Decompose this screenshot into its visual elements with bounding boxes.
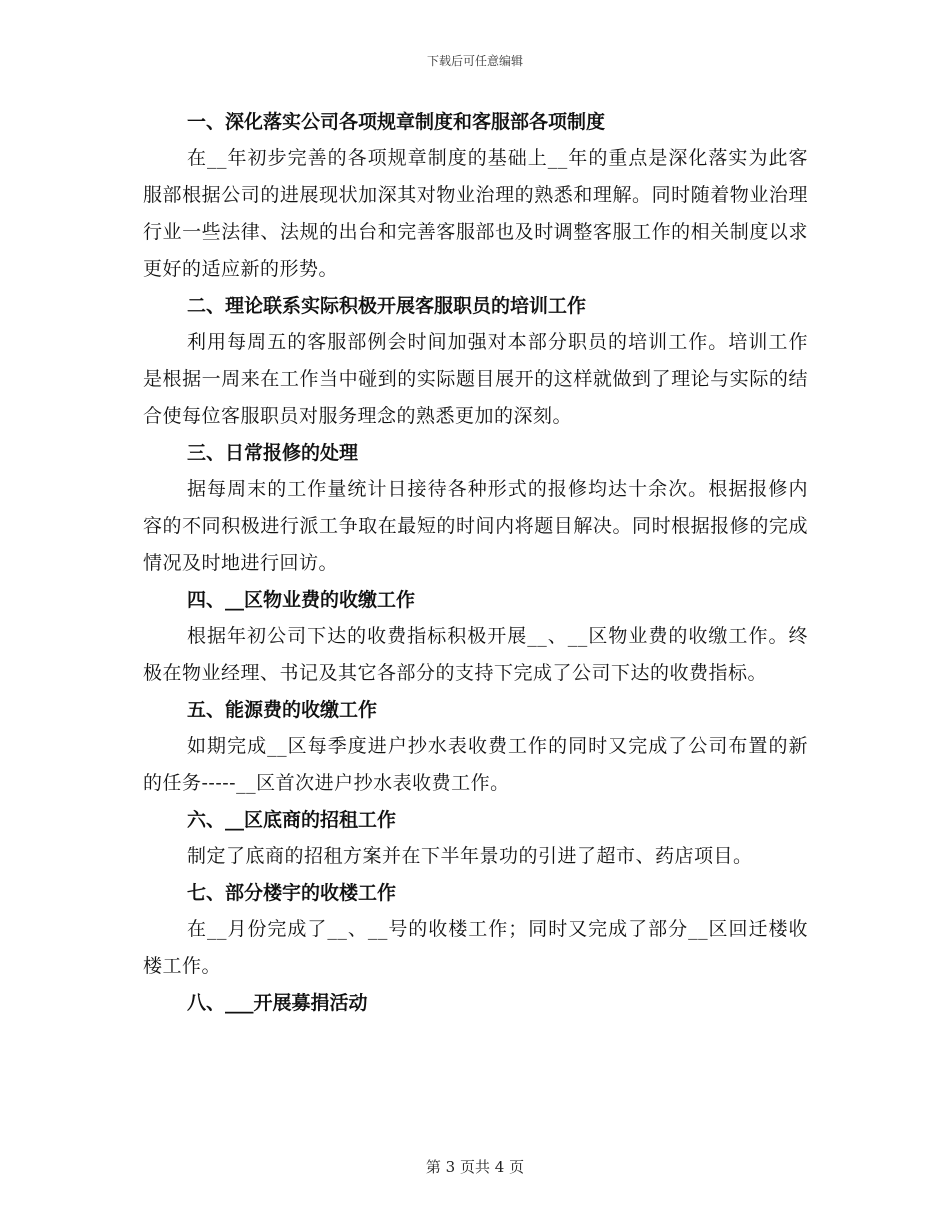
section-heading: 三、日常报修的处理 [187, 442, 359, 464]
section-7 [143, 875, 808, 985]
section-3 [143, 435, 808, 582]
section-1 [143, 104, 808, 288]
section-heading: 四、__区物业费的收缴工作 [187, 589, 416, 611]
section-heading: 一、深化落实公司各项规章制度和客服部各项制度 [187, 111, 606, 133]
page-header: 下载后可任意编辑 [426, 54, 523, 68]
section-paragraph: 制定了底商的招租方案并在下半年景功的引进了超市、药店项目。 [187, 845, 753, 867]
section-heading: 七、部分楼宇的收楼工作 [187, 882, 397, 904]
section-paragraph: 如期完成__区每季度进户抄水表收费工作的同时又完成了公司布置的新的任务-----__区首次进户抄水表收费工作。 [143, 735, 808, 794]
section-heading: 八、___开展募捐活动 [187, 992, 368, 1014]
section-paragraph: 在__年初步完善的各项规章制度的基础上__年的重点是深化落实为此客服部根据公司的进展现状加深其对物业治理的熟悉和理解。同时随着物业治理行业一些法律、法规的出台和完善客服部也及时调整客服工作的相关制度以求更好的适应新的形势。 [143, 147, 808, 280]
section-8 [143, 985, 808, 1021]
section-5 [143, 692, 808, 802]
section-paragraph: 利用每周五的客服部例会时间加强对本部分职员的培训工作。培训工作是根据一周来在工作当中碰到的实际题目展开的这样就做到了理论与实际的结合使每位客服职员对服务理念的熟悉更加的深刻。 [143, 331, 808, 427]
section-6 [143, 802, 808, 875]
section-2 [143, 288, 808, 435]
section-paragraph: 根据年初公司下达的收费指标积极开展__、__区物业费的收缴工作。终极在物业经理、书记及其它各部分的支持下完成了公司下达的收费指标。 [143, 625, 808, 684]
section-heading: 五、能源费的收缴工作 [187, 699, 378, 721]
section-heading: 六、__区底商的招租工作 [187, 809, 397, 831]
document-body [143, 104, 808, 1021]
page-number: 第 3 页共 4 页 [425, 1158, 525, 1176]
section-paragraph: 据每周末的工作量统计日接待各种形式的报修均达十余次。根据报修内容的不同积极进行派工争取在最短的时间内将题目解决。同时根据报修的完成情况及时地进行回访。 [143, 478, 808, 574]
section-4 [143, 582, 808, 692]
section-heading: 二、理论联系实际积极开展客服职员的培训工作 [187, 295, 587, 317]
section-paragraph: 在__月份完成了__、__号的收楼工作；同时又完成了部分__区回迁楼收楼工作。 [143, 918, 808, 977]
